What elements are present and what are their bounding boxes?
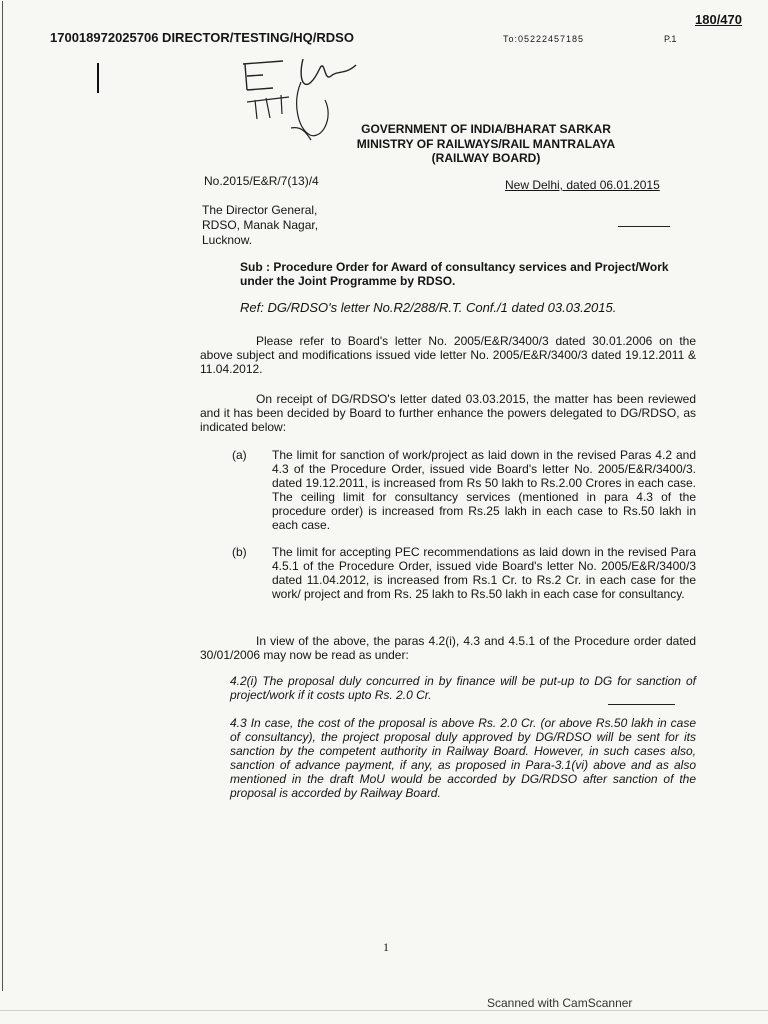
handwritten-initials (238, 72, 239, 73)
addressee-line: Lucknow. (202, 233, 253, 247)
paragraph-3: In view of the above, the paras 4.2(i), 4.3 and 4.5.1 of the Procedure order dated 30/01/2006 may now be read as under: (200, 634, 696, 662)
paragraph-2: On receipt of DG/RDSO's letter dated 03.03.2015, the matter has been reviewed and it has been decided by Board to further enhance the powers delegated to DG/RDSO, as indicated below: (200, 392, 696, 434)
letter-reference-number: No.2015/E&R/7(13)/4 (204, 174, 319, 188)
addressee-line: RDSO, Manak Nagar, (202, 218, 319, 232)
scanner-watermark: Scanned with CamScanner (487, 996, 633, 1010)
addressee-line: The Director General, (202, 203, 318, 217)
scan-bottom-edge (0, 1010, 768, 1011)
page-count: 180/470 (695, 12, 742, 27)
revised-para-42: 4.2(i) The proposal duly concurred in by finance will be put-up to DG for sanction of project/work if it costs upto Rs. 2.0 Cr. (230, 674, 696, 702)
handwritten-mark (97, 63, 99, 93)
letter-date: New Delhi, dated 06.01.2015 (505, 178, 660, 192)
fax-page-ref: P.1 (664, 34, 677, 44)
letterhead-line-3: (RAILWAY BOARD) (431, 151, 541, 165)
decorative-rule (618, 226, 670, 227)
clause-b-text: The limit for accepting PEC recommendations as laid down in the revised Para 4.5.1 of the Procedure Order, issued vide Board's letter No. 2005/E&R/3400/3 dated 11.04.2012, is increased from Rs.1 Cr. to Rs.2 Cr. in each case for the work/ project and from Rs. 25 lakh to Rs.50 lakh in each case for consultancy. (272, 545, 696, 601)
fax-sender-line: 170018972025706 DIRECTOR/TESTING/HQ/RDSO (50, 30, 354, 45)
letterhead-line-1: GOVERNMENT OF INDIA/BHARAT SARKAR (361, 122, 611, 136)
page-number: 1 (383, 940, 389, 954)
clause-a-text: The limit for sanction of work/project as laid down in the revised Paras 4.2 and 4.3 of the Procedure Order, issued vide Board's letter No. 2005/E&R/3400/3. dated 19.12.2011, is increased from Rs 50 lakh to Rs.2.00 Crores in each case. The ceiling limit for consultancy services (mentioned in para 4.3 of the procedure order) is increased from Rs.25 lakh in each case to Rs.50 lakh in each case. (272, 448, 696, 532)
letter-reference: Ref: DG/RDSO's letter No.R2/288/R.T. Conf./1 dated 03.03.2015. (240, 300, 617, 315)
clause-a-label: (a) (232, 448, 247, 462)
paragraph-1: Please refer to Board's letter No. 2005/E&R/3400/3 dated 30.01.2006 on the above subject and modifications issued vide letter No. 2005/E&R/3400/3 dated 19.12.2011 & 11.04.2012. (200, 334, 696, 376)
fax-to-line: To:05222457185 (503, 34, 585, 44)
letterhead-line-2: MINISTRY OF RAILWAYS/RAIL MANTRALAYA (356, 137, 616, 151)
scan-margin-line (2, 1, 3, 991)
addressee-block (202, 203, 318, 248)
letter-subject: Sub : Procedure Order for Award of consultancy services and Project/Work under the Joint Programme by RDSO. (240, 260, 669, 288)
decorative-rule (608, 704, 675, 705)
revised-para-43: 4.3 In case, the cost of the proposal is above Rs. 2.0 Cr. (or above Rs.50 lakh in case of consultancy), the project proposal duly approved by DG/RDSO will be sent for its sanction by the competent authority in Railway Board. However, in such cases also, sanction of advance payment, if any, as proposed in Para-3.1(vi) above and as also mentioned in the draft MoU would be accorded by DG/RDSO after sanction of the proposal is accorded by Railway Board. (230, 716, 696, 800)
clause-b-label: (b) (232, 545, 247, 559)
